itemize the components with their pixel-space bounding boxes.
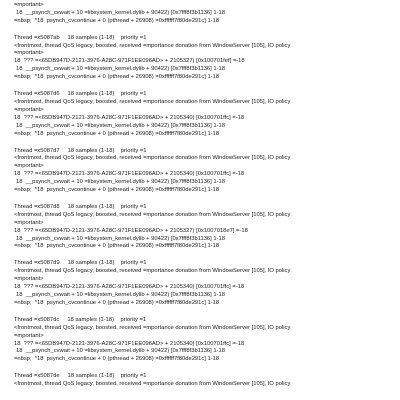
thread-header: Thread =x5087de 18 samples (1-18) priority =1 (14, 373, 147, 380)
frame-line: 18 __psynch_cvwait + 10 =libsystem_kernel.dylib + 90422) [0x7fff8f3b1136] 1-18 (16, 348, 225, 355)
thread-block (0, 204, 400, 251)
frame-line: =nbsp; *18 psynch_cvcontinue + 0 (pthread + 26908) =0xffffff7f80de291c] 1-18 (14, 17, 220, 24)
thread-fragment-top (0, 0, 400, 26)
qos-line-cont: =mportant> (14, 219, 44, 226)
thread-block (0, 148, 400, 195)
thread-block-partial (0, 373, 400, 389)
thread-header: Thread =x5087d9 18 samples (1-18) priority =1 (14, 260, 147, 267)
frame-line: 18 __psynch_cvwait + 10 =libsystem_kernel.dylib + 90422) [0x7fff8f3b1136] 1-18 (16, 66, 225, 73)
qos-line-cont: =mportant> (14, 106, 44, 113)
qos-line: <frontmost, thread QoS legacy, boosted, received =mportance donation from WindowServer [105], IO policy (14, 324, 291, 331)
frame-line: 18 ??? =<65DB947D-2121-3976-A28C-971F1EE096AD> + 2105327) [0x100701fef] =-18 (14, 58, 245, 65)
frame-line: 18 __psynch_cvwait + 10 =libsystem_kernel.dylib + 90422) [0x7fff8f3b1136] 1-18 (16, 292, 225, 298)
thread-block (0, 260, 400, 307)
thread-block (0, 35, 400, 82)
qos-line-cont: =mportant> (14, 1, 44, 8)
qos-line: <frontmost, thread QoS legacy, boosted, received =mportance donation from WindowServer [105], IO policy (14, 268, 291, 275)
frame-line: 18 ??? =<65DB947D-2121-3976-A28C-971F1EE096AD> + 2105340) [0x100701ffc] =-18 (14, 340, 245, 347)
thread-header: Thread =x5087d6 18 samples (1-18) priority =1 (14, 91, 147, 98)
frame-line: 18 __psynch_cvwait + 10 =libsystem_kernel.dylib + 90422) [0x7fff8f3b1136] 1-18 (16, 179, 225, 186)
frame-line: =nbsp; *18 psynch_cvcontinue + 0 (pthread + 26908) =0xffffff7f80de291c] 1-18 (14, 243, 220, 250)
frame-line: =nbsp; *18 psynch_cvcontinue + 0 (pthread + 26908) =0xffffff7f80de291c] 1-18 (14, 74, 220, 81)
qos-line: <frontmost, thread QoS legacy, boosted, received =mportance donation from WindowServer [105], IO policy (14, 155, 291, 162)
qos-line: <frontmost, thread QoS legacy, boosted, received =mportance donation from WindowServer [105], IO policy (14, 381, 291, 388)
qos-line-cont: =mportant> (14, 163, 44, 170)
thread-header: Thread =x5087dc 18 samples (1-18) priority =1 (14, 316, 147, 323)
frame-line: 18 __psynch_cvwait + 10 =libsystem_kernel.dylib + 90422) [0x7fff8f3b1136] 1-18 (16, 9, 225, 16)
qos-line-cont: =mportant> (14, 50, 44, 57)
qos-line-cont: =mportant> (14, 276, 44, 283)
thread-header: Thread =x5087d7 18 samples (1-18) priority =1 (14, 147, 147, 154)
frame-line: =nbsp; *18 psynch_cvcontinue + 0 (pthread + 26908) =0xffffff7f80de291c] 1-18 (14, 299, 220, 306)
frame-line: 18 ??? =<65DB947D-2121-3976-A28C-971F1EE096AD> + 2105340) [0x100701ffc] =-18 (14, 284, 245, 291)
frame-line: 18 ??? =<65DB947D-2121-3976-A28C-971F1EE096AD> + 2105340) [0x100701ffc] =-18 (14, 114, 245, 121)
qos-line: <frontmost, thread QoS legacy, boosted, received =mportance donation from WindowServer [105], IO policy (14, 98, 291, 105)
thread-header: Thread =x5087d8 18 samples (1-18) priority =1 (14, 203, 147, 210)
qos-line: <frontmost, thread QoS legacy, boosted, received =mportance donation from WindowServer [105], IO policy (14, 211, 291, 218)
frame-line: =nbsp; *18 psynch_cvcontinue + 0 (pthread + 26908) =0xffffff7f80de291c] 1-18 (14, 187, 220, 194)
frame-line: 18 ??? =<65DB947D-2121-3976-A28C-971F1EE096AD> + 2105327) [0x1007018e7] =-18 (14, 227, 248, 234)
qos-line: <frontmost, thread QoS legacy, boosted, received =mportance donation from WindowServer [105], IO policy (14, 42, 291, 49)
frame-line: =nbsp; *18 psynch_cvcontinue + 0 (pthread + 26908) =0xffffff7f80de291c] 1-18 (14, 356, 220, 363)
frame-line: 18 __psynch_cvwait + 10 =libsystem_kernel.dylib + 90422) [0x7fff8f3b1136] 1-18 (16, 122, 225, 129)
thread-block (0, 317, 400, 364)
frame-line: 18 ??? =<65DB947D-2121-3976-A28C-971F1EE096AD> + 2105340) [0x100701ffc] =-18 (14, 171, 245, 178)
frame-line: 18 __psynch_cvwait + 10 =libsystem_kernel.dylib + 90422) [0x7fff8f3b1136] 1-18 (16, 235, 225, 242)
thread-block (0, 91, 400, 138)
thread-header: Thread =x5087ab 18 samples (1-18) priority =1 (14, 34, 147, 41)
qos-line-cont: =mportant> (14, 332, 44, 339)
frame-line: =nbsp; *18 psynch_cvcontinue + 0 (pthread + 26908) =0xffffff7f80de291c] 1-18 (14, 130, 220, 137)
